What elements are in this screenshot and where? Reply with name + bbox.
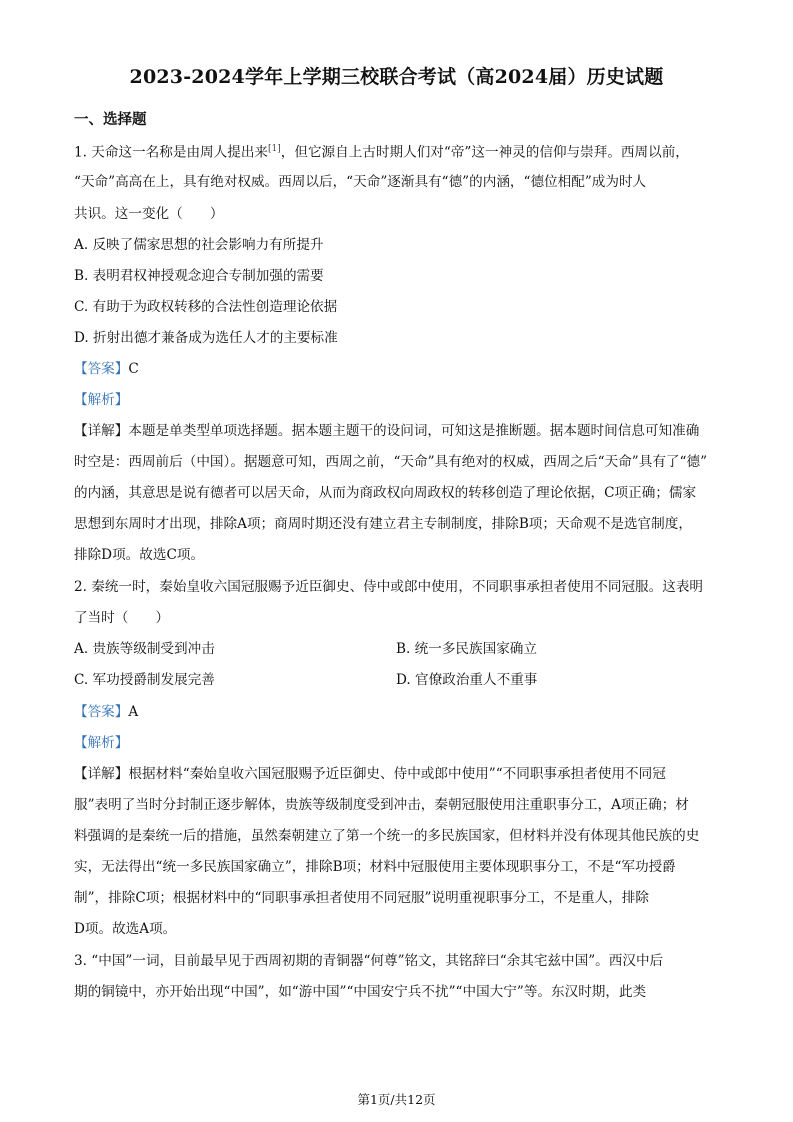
footnote-marker: [1] — [268, 144, 281, 154]
q1-option-a: A. 反映了儒家思想的社会影响力有所提升 — [74, 237, 324, 253]
q1-option-d: D. 折射出德才兼备成为选任人才的主要标准 — [74, 330, 338, 346]
q1-answer — [74, 359, 719, 379]
q2-detail-line-5: 制”，排除C项；根据材料中的“同职事承担者使用不同冠服”说明重视职事分工，不是重人，排除 — [74, 890, 649, 906]
q2-option-d: D. 官僚政治重人不重事 — [396, 672, 538, 688]
q1-option-c: C. 有助于为政权转移的合法性创造理论依据 — [74, 299, 338, 315]
q2-option-b: B. 统一多民族国家确立 — [396, 641, 537, 657]
q1-detail-line-3: 的内涵，其意思是说有德者可以居天命，从而为商政权向周政权的转移创造了理论依据，C项正确；儒家 — [74, 485, 697, 501]
page-title: 2023-2024学年上学期三校联合考试（高2024届）历史试题 — [129, 66, 664, 88]
q2-answer — [74, 702, 719, 722]
detail-text: 根据材料“秦始皇收六国冠服赐予近臣御史、侍中或郎中使用”“不同职事承担者使用不同冠 — [128, 766, 666, 782]
q1-stem-line-2: “天命”高高在上，具有绝对权威。西周以后，“天命”逐渐具有“德”的内涵，“德位相配”成为时人 — [74, 174, 647, 190]
q1-stem-line-3: 共识。这一变化（ ） — [74, 206, 224, 222]
q3-stem-line-2: 期的铜镜中，亦开始出现“中国”，如“游中国”“中国安宁兵不扰”“中国大宁”等。东汉时期，此类 — [74, 984, 647, 1000]
analysis-tag: 【解析】 — [74, 735, 129, 751]
answer-value: C — [128, 361, 139, 377]
q1-detail-line-1 — [74, 421, 719, 441]
q2-detail-line-2: 服”表明了当时分封制正逐步解体，贵族等级制度受到冲击，秦朝冠服使用注重职事分工，A项正确；材 — [74, 797, 689, 813]
detail-text: 本题是单类型单项选择题。据本题主题干的设问词，可知这是推断题。据本题时间信息可知准确 — [128, 423, 700, 439]
q1-detail-line-5: 排除D项。故选C项。 — [74, 547, 205, 563]
q1-analysis — [74, 390, 719, 410]
q2-analysis — [74, 733, 719, 753]
q2-detail-line-4: 实，无法得出“统一多民族国家确立”，排除B项；材料中冠服使用主要体现职事分工，不是“军功授爵 — [74, 859, 676, 875]
detail-tag: 【详解】 — [74, 766, 129, 782]
analysis-tag: 【解析】 — [74, 392, 129, 408]
q2-option-a: A. 贵族等级制受到冲击 — [74, 641, 215, 657]
answer-value: A — [128, 704, 139, 720]
q1-stem-line-1 — [74, 139, 719, 163]
q2-stem-line-1: 2. 秦统一时，秦始皇收六国冠服赐予近臣御史、侍中或郎中使用，不同职事承担者使用不同冠服。这表明 — [74, 579, 704, 595]
q1-detail-line-2: 时空是：西周前后（中国）。据题意可知，西周之前，“天命”具有绝对的权威，西周之后“天命”具有了“德” — [74, 454, 708, 470]
q1-stem-text-b: ，但它源自上古时期人们对“帝”这一神灵的信仰与崇拜。西周以前， — [280, 144, 689, 161]
q3-stem-line-1: 3. “中国”一词，目前最早见于西周初期的青铜器“何尊”铭文，其铭辞曰“余其宅兹中国”。西汉中后 — [74, 953, 664, 969]
answer-tag: 【答案】 — [74, 704, 129, 720]
detail-tag: 【详解】 — [74, 423, 129, 439]
q1-stem-text-a: 1. 天命这一名称是由周人提出来 — [74, 144, 269, 161]
q2-detail-line-1 — [74, 764, 719, 784]
q2-detail-line-3: 料强调的是秦统一后的措施，虽然秦朝建立了第一个统一的多民族国家，但材料并没有体现其他民族的史 — [74, 828, 700, 844]
q1-detail-line-4: 思想到东周时才出现，排除A项；商周时期还没有建立君主专制制度，排除B项；天命观不是选官制度， — [74, 516, 692, 532]
section-heading: 一、选择题 — [74, 111, 147, 128]
page-number: 第1页/共12页 — [357, 1092, 436, 1107]
q1-option-b: B. 表明君权神授观念迎合专制加强的需要 — [74, 268, 324, 284]
q2-option-c: C. 军功授爵制发展完善 — [74, 672, 215, 688]
q2-stem-line-2: 了当时（ ） — [74, 610, 170, 626]
q2-detail-line-6: D项。故选A项。 — [74, 921, 177, 937]
answer-tag: 【答案】 — [74, 361, 129, 377]
